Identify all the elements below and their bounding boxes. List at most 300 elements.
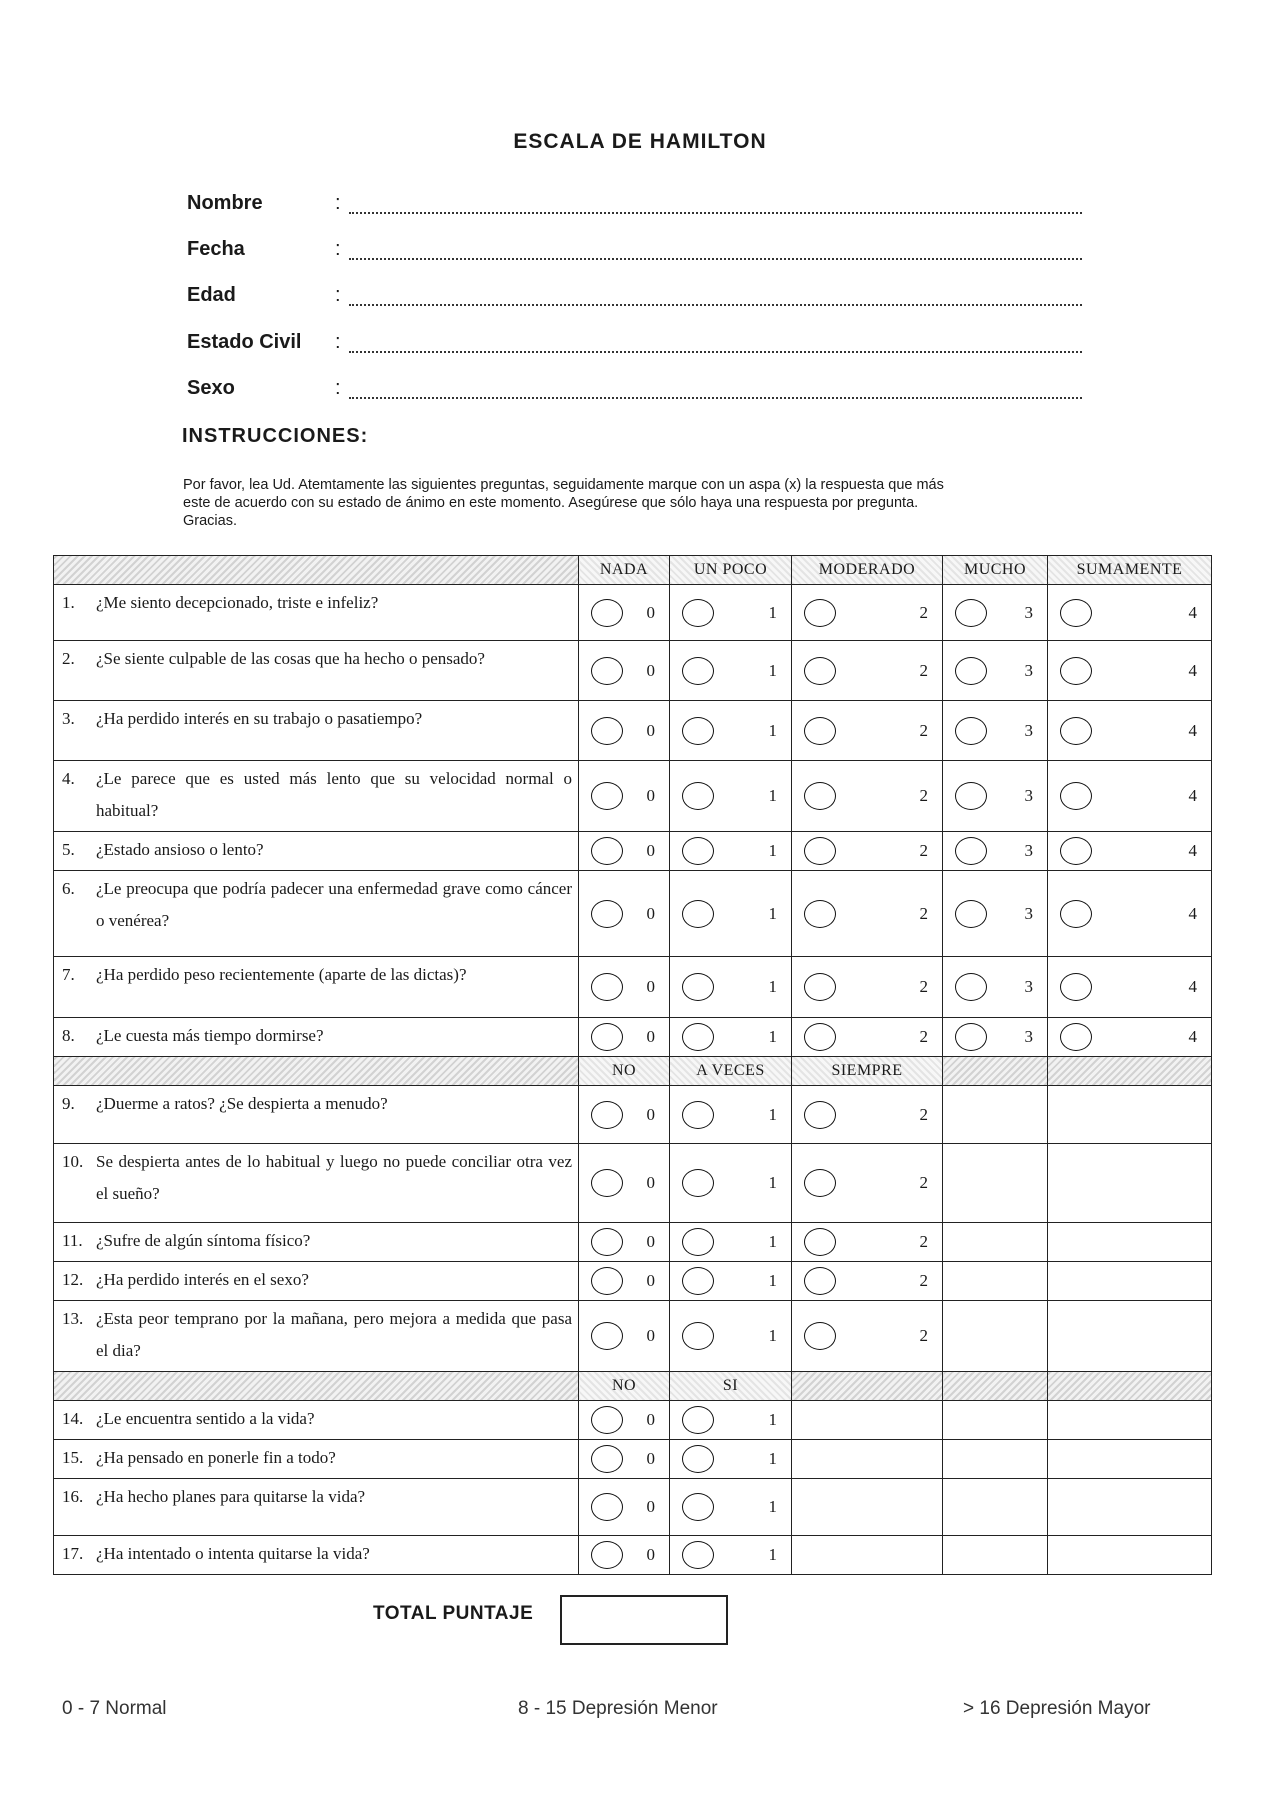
question-text: ¿Sufre de algún síntoma físico? <box>96 1231 311 1250</box>
answer-cell <box>670 1018 792 1057</box>
answer-cell <box>579 1262 670 1301</box>
answer-option-circle[interactable] <box>955 782 987 810</box>
answer-cell <box>579 585 670 641</box>
answer-cell <box>943 1018 1048 1057</box>
score-value: 2 <box>919 903 928 923</box>
legend-depresion-mayor: > 16 Depresión Mayor <box>963 1698 1151 1719</box>
answer-cell <box>1048 641 1212 701</box>
question-row <box>54 1144 1212 1223</box>
answer-cell <box>1048 832 1212 871</box>
score-value: 3 <box>1024 720 1033 740</box>
answer-cell <box>943 585 1048 641</box>
total-label: TOTAL PUNTAJE <box>373 1603 534 1624</box>
score-value: 0 <box>646 660 655 680</box>
header-blank-cell <box>54 1057 579 1086</box>
question-text: ¿Le encuentra sentido a la vida? <box>96 1409 315 1428</box>
instructions-text <box>183 476 1088 530</box>
field-fecha <box>187 238 1082 264</box>
answer-option-circle[interactable] <box>955 973 987 1001</box>
field-label: Edad <box>187 284 236 306</box>
question-cell <box>54 832 579 871</box>
answer-option-circle[interactable] <box>1060 717 1092 745</box>
empty-cell <box>792 1401 943 1440</box>
question-number: 13. <box>62 1309 84 1328</box>
question-cell <box>54 1440 579 1479</box>
answer-cell <box>792 871 943 957</box>
empty-cell <box>943 1401 1048 1440</box>
answer-option-circle[interactable] <box>682 1267 714 1295</box>
score-value: 1 <box>768 1027 777 1046</box>
question-text: ¿Se siente culpable de las cosas que ha hecho o pensado? <box>96 649 485 668</box>
score-value: 3 <box>1024 903 1033 923</box>
answer-option-circle[interactable] <box>804 1023 836 1051</box>
empty-cell <box>1048 1536 1212 1575</box>
question-row <box>54 1086 1212 1144</box>
answer-cell <box>579 957 670 1018</box>
question-cell <box>54 1262 579 1301</box>
column-header: SI <box>670 1372 792 1401</box>
question-row <box>54 832 1212 871</box>
question-text: ¿Ha pensado en ponerle fin a todo? <box>96 1448 336 1467</box>
column-header: UN POCO <box>670 556 792 585</box>
question-cell <box>54 1144 579 1223</box>
answer-option-circle[interactable] <box>1060 782 1092 810</box>
field-estado-civil <box>187 331 1082 357</box>
question-text: ¿Le parece que es usted más lento que su velocidad normal o habitual? <box>96 769 572 820</box>
answer-option-circle[interactable] <box>804 900 836 928</box>
answer-option-circle[interactable] <box>804 1228 836 1256</box>
column-header: SIEMPRE <box>792 1057 943 1086</box>
score-value: 1 <box>768 1545 777 1564</box>
question-row <box>54 1223 1212 1262</box>
question-cell <box>54 641 579 701</box>
answer-cell <box>943 701 1048 761</box>
answer-option-circle[interactable] <box>804 599 836 627</box>
score-value: 0 <box>646 1173 655 1192</box>
answer-cell <box>670 1479 792 1536</box>
score-value: 1 <box>768 903 777 923</box>
answer-cell <box>579 1144 670 1223</box>
instructions-line: este de acuerdo con su estado de ánimo en este momento. Asegúrese que sólo haya una respuesta por pregunta. <box>183 495 919 511</box>
score-value: 0 <box>646 720 655 740</box>
question-text: ¿Duerme a ratos? ¿Se despierta a menudo? <box>96 1094 388 1113</box>
answer-option-circle[interactable] <box>1060 599 1092 627</box>
answer-option-circle[interactable] <box>682 717 714 745</box>
answer-option-circle[interactable] <box>591 1267 623 1295</box>
edad-input-line[interactable] <box>349 304 1082 306</box>
score-value: 0 <box>646 1449 655 1468</box>
answer-cell <box>792 1223 943 1262</box>
question-number: 17. <box>62 1544 84 1563</box>
score-value: 0 <box>646 903 655 923</box>
answer-option-circle[interactable] <box>682 1493 714 1521</box>
score-value: 1 <box>768 1271 777 1290</box>
question-cell <box>54 761 579 832</box>
column-header: NADA <box>579 556 670 585</box>
answer-cell <box>670 1223 792 1262</box>
question-row <box>54 957 1212 1018</box>
header-blank-cell <box>54 1372 579 1401</box>
score-value: 1 <box>768 977 777 996</box>
score-value: 0 <box>646 841 655 860</box>
score-value: 1 <box>768 1410 777 1429</box>
answer-option-circle[interactable] <box>1060 837 1092 865</box>
page-title: ESCALA DE HAMILTON <box>513 130 767 153</box>
score-value: 2 <box>919 786 928 805</box>
answer-option-circle[interactable] <box>591 1322 623 1350</box>
empty-cell <box>1048 1440 1212 1479</box>
score-value: 2 <box>919 660 928 680</box>
field-label: Sexo <box>187 377 235 399</box>
question-number: 11. <box>62 1231 83 1250</box>
empty-cell <box>1048 1401 1212 1440</box>
field-colon: : <box>335 238 341 260</box>
empty-cell <box>1048 1301 1212 1372</box>
score-value: 4 <box>1188 977 1197 996</box>
question-row <box>54 1536 1212 1575</box>
answer-cell <box>792 701 943 761</box>
answer-cell <box>670 1262 792 1301</box>
empty-cell <box>1048 1144 1212 1223</box>
empty-cell <box>943 1440 1048 1479</box>
answer-option-circle[interactable] <box>682 900 714 928</box>
answer-cell <box>792 957 943 1018</box>
score-value: 1 <box>768 1232 777 1251</box>
answer-option-circle[interactable] <box>682 1445 714 1473</box>
score-value: 0 <box>646 1232 655 1251</box>
answer-option-circle[interactable] <box>591 1228 623 1256</box>
answer-option-circle[interactable] <box>804 1322 836 1350</box>
empty-cell <box>943 1301 1048 1372</box>
empty-cell <box>792 1536 943 1575</box>
field-colon: : <box>335 284 341 306</box>
question-cell <box>54 957 579 1018</box>
score-value: 4 <box>1188 786 1197 805</box>
score-value: 1 <box>768 660 777 680</box>
answer-option-circle[interactable] <box>682 657 714 685</box>
answer-cell <box>943 871 1048 957</box>
empty-cell <box>943 1536 1048 1575</box>
question-text: ¿Ha intentado o intenta quitarse la vida? <box>96 1544 370 1563</box>
score-value: 0 <box>646 1410 655 1429</box>
answer-cell <box>579 1018 670 1057</box>
answer-cell <box>1048 701 1212 761</box>
question-cell <box>54 1086 579 1144</box>
total-score-box[interactable] <box>560 1595 728 1645</box>
answer-option-circle[interactable] <box>682 1101 714 1129</box>
answer-cell <box>670 1401 792 1440</box>
header-blank-cell <box>54 556 579 585</box>
answer-cell <box>670 1301 792 1372</box>
question-number: 12. <box>62 1270 84 1289</box>
question-number: 15. <box>62 1448 84 1467</box>
question-cell <box>54 871 579 957</box>
answer-option-circle[interactable] <box>591 1169 623 1197</box>
answer-cell <box>579 1086 670 1144</box>
score-value: 4 <box>1188 903 1197 923</box>
fecha-input-line[interactable] <box>349 258 1082 260</box>
answer-cell <box>579 761 670 832</box>
score-value: 1 <box>768 720 777 740</box>
estado-civil-input-line[interactable] <box>349 351 1082 353</box>
answer-option-circle[interactable] <box>804 1169 836 1197</box>
question-cell <box>54 1018 579 1057</box>
question-row <box>54 585 1212 641</box>
answer-option-circle[interactable] <box>804 657 836 685</box>
question-text: ¿Esta peor temprano por la mañana, pero mejora a medida que pasa el dia? <box>96 1309 572 1360</box>
answer-option-circle[interactable] <box>682 1541 714 1569</box>
answer-cell <box>792 1301 943 1372</box>
legend-normal: 0 - 7 Normal <box>62 1698 167 1719</box>
answer-cell <box>943 832 1048 871</box>
answer-cell <box>670 957 792 1018</box>
empty-cell <box>1048 1479 1212 1536</box>
answer-cell <box>792 1144 943 1223</box>
answer-cell <box>670 1086 792 1144</box>
score-value: 4 <box>1188 841 1197 860</box>
score-value: 3 <box>1024 660 1033 680</box>
field-colon: : <box>335 377 341 399</box>
answer-option-circle[interactable] <box>682 1169 714 1197</box>
answer-cell <box>670 641 792 701</box>
question-text: ¿Ha perdido interés en el sexo? <box>96 1270 309 1289</box>
question-row <box>54 641 1212 701</box>
answer-option-circle[interactable] <box>591 1023 623 1051</box>
question-cell <box>54 1223 579 1262</box>
question-number: 6. <box>62 879 75 898</box>
header-blank-cell <box>1048 1057 1212 1086</box>
answer-option-circle[interactable] <box>682 1023 714 1051</box>
score-value: 3 <box>1024 786 1033 805</box>
score-value: 0 <box>646 1104 655 1124</box>
answer-cell <box>1048 957 1212 1018</box>
question-row <box>54 1479 1212 1536</box>
field-edad <box>187 284 1082 310</box>
answer-cell <box>670 761 792 832</box>
answer-option-circle[interactable] <box>804 973 836 1001</box>
answer-option-circle[interactable] <box>804 837 836 865</box>
score-value: 3 <box>1024 841 1033 860</box>
question-text: ¿Le cuesta más tiempo dormirse? <box>96 1026 324 1045</box>
score-value: 4 <box>1188 1027 1197 1046</box>
question-text: ¿Ha hecho planes para quitarse la vida? <box>96 1487 366 1506</box>
answer-cell <box>579 1440 670 1479</box>
answer-cell <box>579 1536 670 1575</box>
answer-cell <box>579 1301 670 1372</box>
question-text: ¿Ha perdido interés en su trabajo o pasatiempo? <box>96 709 423 728</box>
score-value: 0 <box>646 786 655 805</box>
nombre-input-line[interactable] <box>349 212 1082 214</box>
instructions-line: Gracias. <box>183 513 237 529</box>
score-value: 1 <box>768 841 777 860</box>
answer-cell <box>670 585 792 641</box>
score-value: 1 <box>768 1449 777 1468</box>
answer-cell <box>792 832 943 871</box>
score-value: 3 <box>1024 1027 1033 1046</box>
answer-option-circle[interactable] <box>804 717 836 745</box>
answer-cell <box>670 1536 792 1575</box>
score-value: 1 <box>768 602 777 622</box>
score-value: 2 <box>919 1326 928 1345</box>
score-value: 0 <box>646 1271 655 1290</box>
answer-cell <box>579 701 670 761</box>
answer-option-circle[interactable] <box>1060 973 1092 1001</box>
answer-option-circle[interactable] <box>591 782 623 810</box>
section-header-row <box>54 1057 1212 1086</box>
column-header: MODERADO <box>792 556 943 585</box>
column-header: A VECES <box>670 1057 792 1086</box>
answer-option-circle[interactable] <box>804 782 836 810</box>
answer-cell <box>943 957 1048 1018</box>
score-value: 1 <box>768 1173 777 1192</box>
score-value: 4 <box>1188 602 1197 622</box>
answer-option-circle[interactable] <box>1060 1023 1092 1051</box>
question-text: ¿Le preocupa que podría padecer una enfermedad grave como cáncer o venérea? <box>96 879 572 930</box>
answer-option-circle[interactable] <box>804 1101 836 1129</box>
answer-option-circle[interactable] <box>682 973 714 1001</box>
answer-option-circle[interactable] <box>591 599 623 627</box>
answer-cell <box>792 1018 943 1057</box>
answer-cell <box>1048 1018 1212 1057</box>
question-row <box>54 871 1212 957</box>
answer-option-circle[interactable] <box>591 1101 623 1129</box>
answer-cell <box>579 871 670 957</box>
field-sexo <box>187 377 1082 403</box>
answer-option-circle[interactable] <box>682 782 714 810</box>
question-text: ¿Estado ansioso o lento? <box>96 840 264 859</box>
answer-option-circle[interactable] <box>1060 900 1092 928</box>
question-cell <box>54 701 579 761</box>
answer-cell <box>579 1223 670 1262</box>
answer-cell <box>792 1086 943 1144</box>
column-header: NO <box>579 1057 670 1086</box>
column-header: NO <box>579 1372 670 1401</box>
answer-cell <box>670 1440 792 1479</box>
empty-cell <box>943 1479 1048 1536</box>
answer-option-circle[interactable] <box>591 1493 623 1521</box>
answer-option-circle[interactable] <box>682 1406 714 1434</box>
column-header: SUMAMENTE <box>1048 556 1212 585</box>
score-value: 2 <box>919 1173 928 1192</box>
answer-option-circle[interactable] <box>591 1541 623 1569</box>
question-number: 9. <box>62 1094 75 1113</box>
empty-cell <box>943 1086 1048 1144</box>
legend-depresion-menor: 8 - 15 Depresión Menor <box>518 1698 718 1719</box>
field-colon: : <box>335 192 341 214</box>
question-number: 14. <box>62 1409 84 1428</box>
score-value: 2 <box>919 1232 928 1251</box>
question-number: 5. <box>62 840 75 859</box>
answer-cell <box>579 1401 670 1440</box>
answer-cell <box>670 832 792 871</box>
answer-option-circle[interactable] <box>955 599 987 627</box>
question-row <box>54 1018 1212 1057</box>
answer-option-circle[interactable] <box>591 1406 623 1434</box>
question-number: 16. <box>62 1487 84 1506</box>
question-row <box>54 1440 1212 1479</box>
answer-cell <box>792 641 943 701</box>
section-header-row <box>54 556 1212 585</box>
empty-cell <box>1048 1262 1212 1301</box>
answer-option-circle[interactable] <box>591 1445 623 1473</box>
question-row <box>54 701 1212 761</box>
question-cell <box>54 585 579 641</box>
header-blank-cell <box>1048 1372 1212 1401</box>
answer-cell <box>792 585 943 641</box>
empty-cell <box>943 1223 1048 1262</box>
answer-option-circle[interactable] <box>1060 657 1092 685</box>
question-text: ¿Me siento decepcionado, triste e infeliz? <box>96 593 379 612</box>
empty-cell <box>1048 1223 1212 1262</box>
answer-option-circle[interactable] <box>591 657 623 685</box>
empty-cell <box>943 1262 1048 1301</box>
answer-option-circle[interactable] <box>682 599 714 627</box>
answer-option-circle[interactable] <box>591 717 623 745</box>
question-number: 1. <box>62 593 75 612</box>
score-value: 4 <box>1188 660 1197 680</box>
hamilton-scale-table <box>53 555 1212 1575</box>
answer-option-circle[interactable] <box>955 837 987 865</box>
question-cell <box>54 1301 579 1372</box>
question-number: 10. <box>62 1152 84 1171</box>
answer-option-circle[interactable] <box>682 837 714 865</box>
header-blank-cell <box>792 1372 943 1401</box>
empty-cell <box>792 1479 943 1536</box>
empty-cell <box>943 1144 1048 1223</box>
answer-option-circle[interactable] <box>591 900 623 928</box>
answer-option-circle[interactable] <box>591 973 623 1001</box>
score-value: 2 <box>919 841 928 860</box>
question-number: 4. <box>62 769 75 788</box>
score-value: 2 <box>919 602 928 622</box>
answer-option-circle[interactable] <box>955 900 987 928</box>
question-number: 2. <box>62 649 75 668</box>
answer-cell <box>1048 761 1212 832</box>
question-row <box>54 1301 1212 1372</box>
question-row <box>54 761 1212 832</box>
answer-cell <box>792 1262 943 1301</box>
answer-option-circle[interactable] <box>682 1322 714 1350</box>
answer-cell <box>1048 871 1212 957</box>
answer-option-circle[interactable] <box>955 717 987 745</box>
answer-option-circle[interactable] <box>955 657 987 685</box>
score-value: 4 <box>1188 720 1197 740</box>
sexo-input-line[interactable] <box>349 397 1082 399</box>
field-colon: : <box>335 331 341 353</box>
header-blank-cell <box>943 1057 1048 1086</box>
answer-option-circle[interactable] <box>591 837 623 865</box>
score-value: 1 <box>768 1326 777 1345</box>
field-label: Fecha <box>187 238 245 260</box>
answer-cell <box>579 832 670 871</box>
answer-cell <box>670 871 792 957</box>
answer-cell <box>670 701 792 761</box>
answer-option-circle[interactable] <box>955 1023 987 1051</box>
score-value: 0 <box>646 977 655 996</box>
question-text: ¿Ha perdido peso recientemente (aparte de las dictas)? <box>96 965 467 984</box>
question-number: 8. <box>62 1026 75 1045</box>
answer-option-circle[interactable] <box>682 1228 714 1256</box>
answer-option-circle[interactable] <box>804 1267 836 1295</box>
answer-cell <box>670 1144 792 1223</box>
column-header: MUCHO <box>943 556 1048 585</box>
score-value: 0 <box>646 602 655 622</box>
score-value: 2 <box>919 1104 928 1124</box>
answer-cell <box>1048 585 1212 641</box>
answer-cell <box>943 641 1048 701</box>
score-value: 0 <box>646 1326 655 1345</box>
score-value: 2 <box>919 977 928 996</box>
